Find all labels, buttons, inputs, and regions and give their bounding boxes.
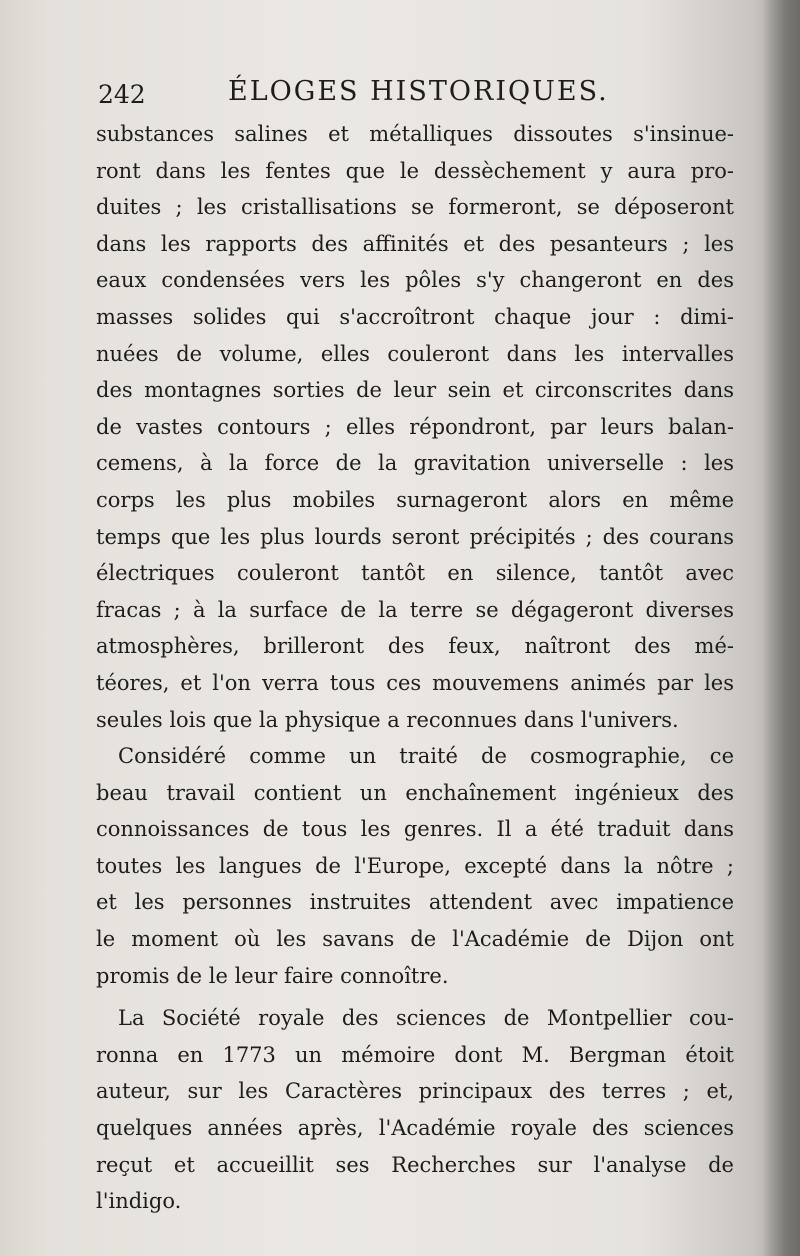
text-line: et les personnes instruites attendent avec impatience xyxy=(96,890,734,915)
text-line: reçut et accueillit ses Recherches sur l'analyse de xyxy=(96,1152,734,1177)
text-line: toutes les langues de l'Europe, excepté dans la nôtre ; xyxy=(96,853,734,878)
text-line: seules lois que la physique a reconnues dans l'univers. xyxy=(96,707,679,732)
text-line: auteur, sur les Caractères principaux des terres ; et, xyxy=(96,1079,734,1104)
text-line: connoissances de tous les genres. Il a été traduit dans xyxy=(96,817,734,842)
text-line: Considéré comme un traité de cosmographie, ce xyxy=(118,744,734,769)
page-header xyxy=(98,76,738,116)
text-line: le moment où les savans de l'Académie de Dijon ont xyxy=(96,927,734,952)
text-line: ronna en 1773 un mémoire dont M. Bergman étoit xyxy=(96,1042,734,1067)
text-line: beau travail contient un enchaînement ingénieux des xyxy=(96,780,734,805)
text-line: téores, et l'on verra tous ces mouvemens animés par les xyxy=(96,670,734,695)
text-line: électriques couleront tantôt en silence, tantôt avec xyxy=(96,561,734,586)
paragraph-1 xyxy=(96,116,734,738)
text-line: duites ; les cristallisations se formeront, se déposeront xyxy=(96,195,734,220)
body-text xyxy=(96,116,734,1220)
text-line: corps les plus mobiles surnageront alors en même xyxy=(96,487,734,512)
text-line: temps que les plus lourds seront précipités ; des courans xyxy=(96,524,734,549)
text-line: ront dans les fentes que le dessèchement y aura pro- xyxy=(96,158,734,183)
paragraph-2 xyxy=(96,738,734,994)
page-gutter-shadow xyxy=(762,0,800,1256)
text-line: eaux condensées vers les pôles s'y changeront en des xyxy=(96,268,734,293)
page-number: 242 xyxy=(98,80,146,109)
paragraph-3 xyxy=(96,1000,734,1220)
text-line: promis de le leur faire connoître. xyxy=(96,963,449,988)
text-line: nuées de volume, elles couleront dans les intervalles xyxy=(96,341,734,366)
text-line: La Société royale des sciences de Montpellier cou- xyxy=(118,1006,734,1031)
text-line: substances salines et métalliques dissoutes s'insinue- xyxy=(96,122,734,146)
text-line: de vastes contours ; elles répondront, par leurs balan- xyxy=(96,414,734,439)
text-line: l'indigo. xyxy=(96,1189,182,1214)
text-line: masses solides qui s'accroîtront chaque jour : dimi- xyxy=(96,304,734,329)
text-line: fracas ; à la surface de la terre se dégageront diverses xyxy=(96,597,734,622)
text-line: cemens, à la force de la gravitation universelle : les xyxy=(96,451,734,476)
text-line: atmosphères, brilleront des feux, naîtront des mé- xyxy=(96,634,734,659)
text-line: dans les rapports des affinités et des pesanteurs ; les xyxy=(96,231,734,256)
text-line: des montagnes sorties de leur sein et circonscrites dans xyxy=(96,378,734,403)
running-title: ÉLOGES HISTORIQUES. xyxy=(228,76,609,107)
text-line: quelques années après, l'Académie royale des sciences xyxy=(96,1116,734,1141)
